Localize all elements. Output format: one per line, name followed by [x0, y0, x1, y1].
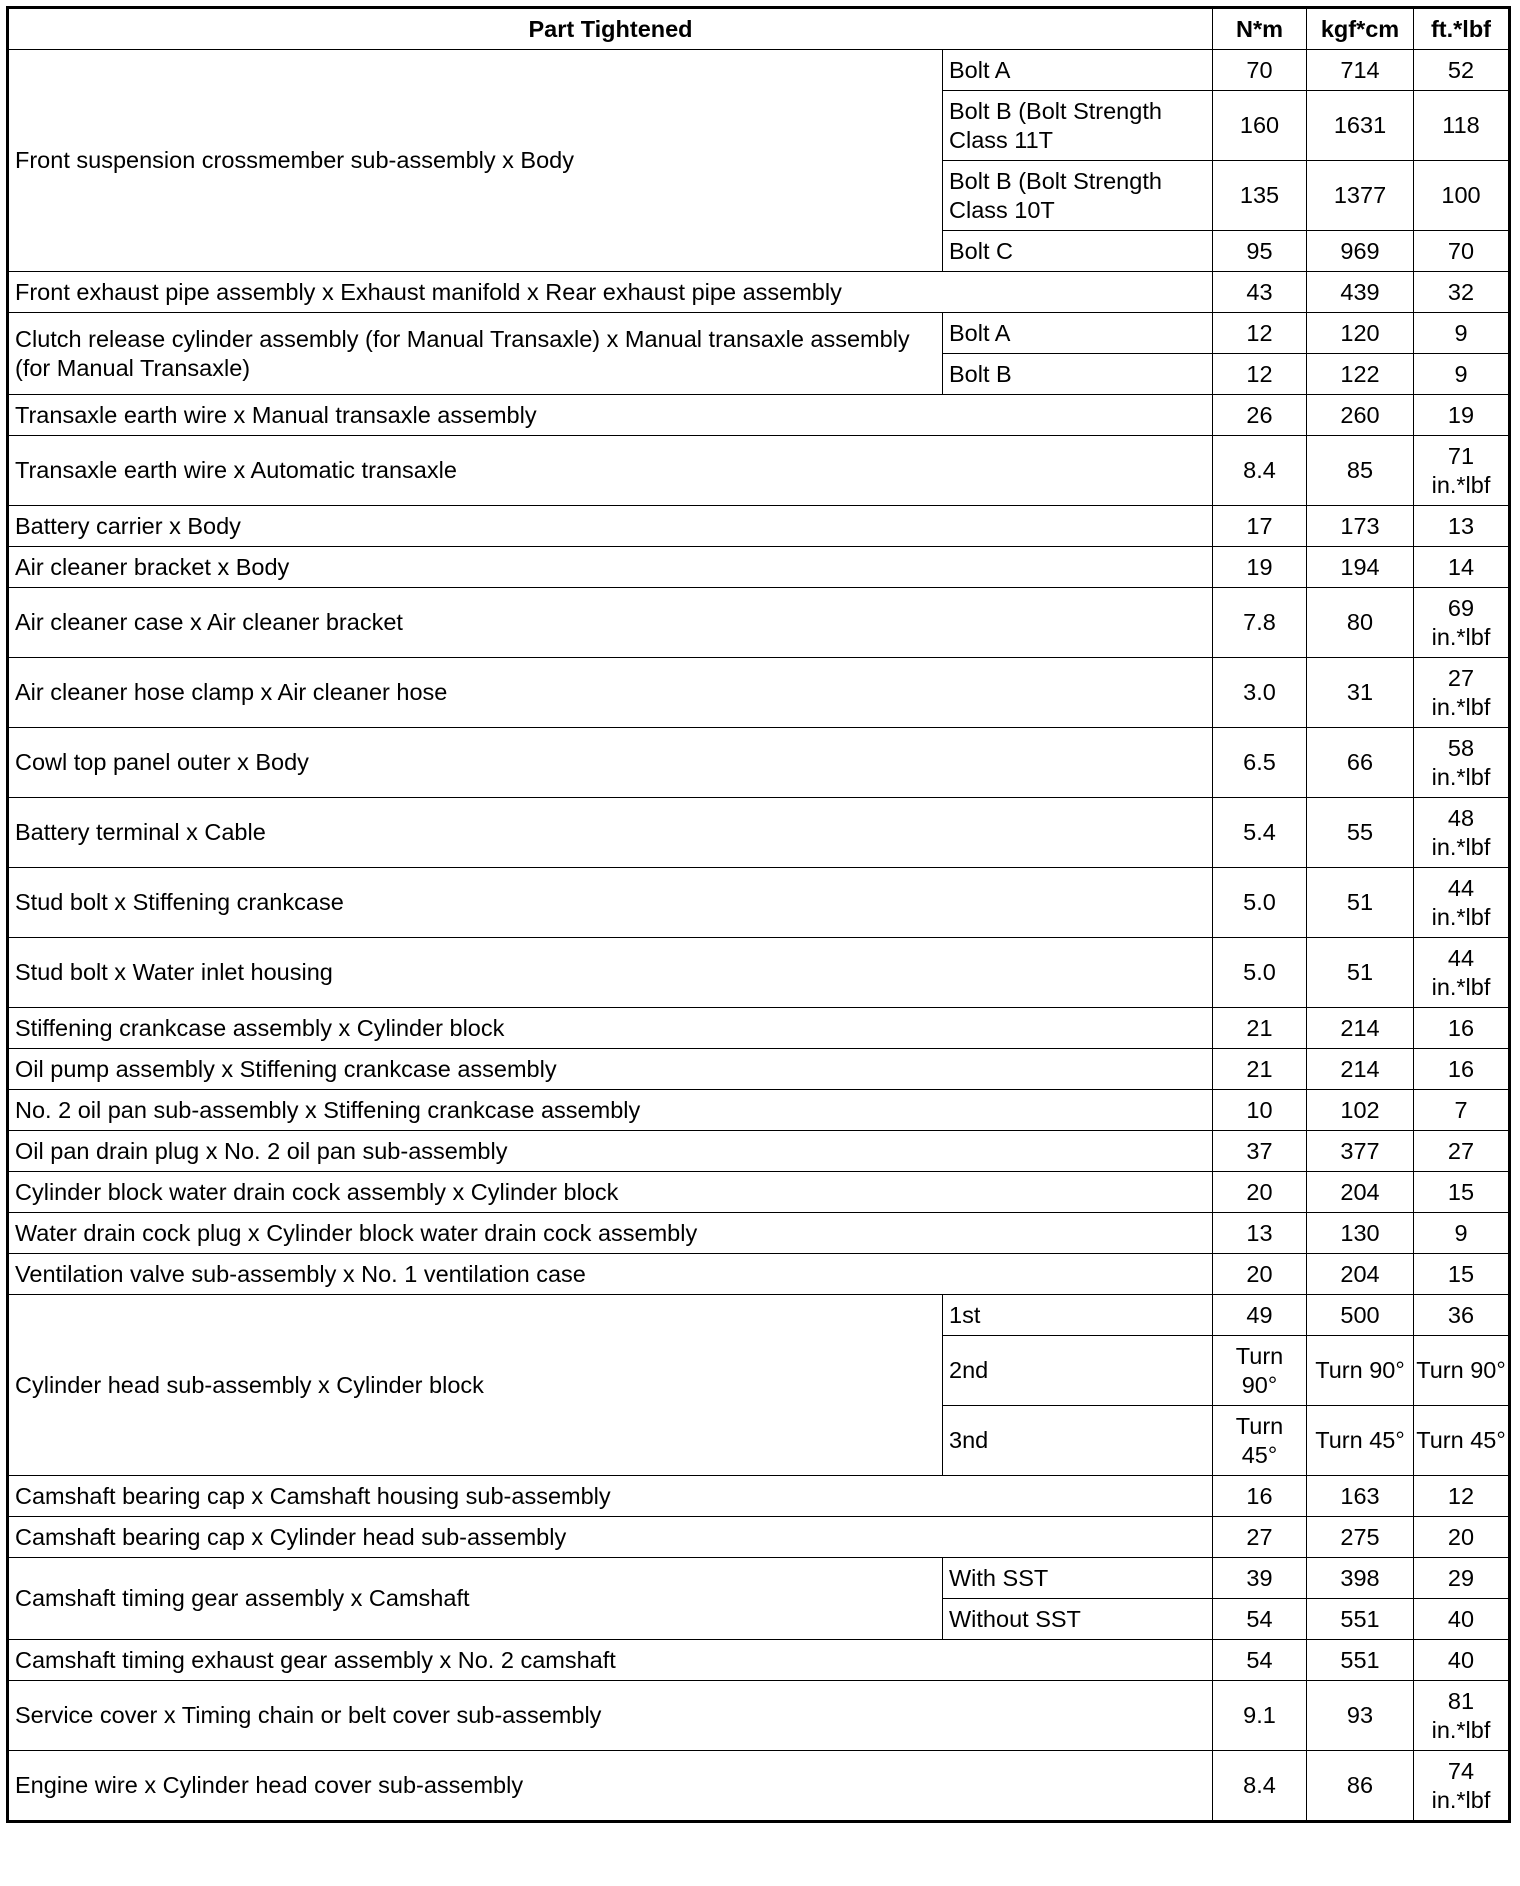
ft-cell: 44 in.*lbf: [1414, 938, 1510, 1008]
kgf-cell: 260: [1307, 395, 1414, 436]
ft-cell: 52: [1414, 50, 1510, 91]
nm-cell: 9.1: [1213, 1681, 1307, 1751]
part-cell: Transaxle earth wire x Manual transaxle assembly: [8, 395, 1213, 436]
table-row: [8, 938, 1510, 1008]
ft-cell: 32: [1414, 272, 1510, 313]
kgf-cell: 551: [1307, 1640, 1414, 1681]
kgf-cell: 163: [1307, 1476, 1414, 1517]
nm-cell: 6.5: [1213, 728, 1307, 798]
sub-cell: 3nd: [943, 1406, 1213, 1476]
nm-cell: 26: [1213, 395, 1307, 436]
kgf-cell: 120: [1307, 313, 1414, 354]
part-cell: Transaxle earth wire x Automatic transaxle: [8, 436, 1213, 506]
nm-cell: 39: [1213, 1558, 1307, 1599]
kgf-cell: 398: [1307, 1558, 1414, 1599]
table-row: [8, 1049, 1510, 1090]
sub-cell: Bolt A: [943, 50, 1213, 91]
part-cell: Stud bolt x Water inlet housing: [8, 938, 1213, 1008]
part-cell: Camshaft bearing cap x Cylinder head sub-assembly: [8, 1517, 1213, 1558]
nm-cell: 8.4: [1213, 436, 1307, 506]
nm-cell: 12: [1213, 313, 1307, 354]
table-row: [8, 1213, 1510, 1254]
nm-cell: 5.0: [1213, 868, 1307, 938]
nm-cell: 21: [1213, 1049, 1307, 1090]
ft-cell: 40: [1414, 1599, 1510, 1640]
nm-cell: Turn 45°: [1213, 1406, 1307, 1476]
table-row: [8, 868, 1510, 938]
kgf-cell: 173: [1307, 506, 1414, 547]
kgf-cell: 714: [1307, 50, 1414, 91]
ft-cell: 9: [1414, 1213, 1510, 1254]
ft-cell: 29: [1414, 1558, 1510, 1599]
sub-cell: Bolt B (Bolt Strength Class 11T: [943, 91, 1213, 161]
nm-cell: 5.4: [1213, 798, 1307, 868]
ft-cell: 58 in.*lbf: [1414, 728, 1510, 798]
part-cell: Clutch release cylinder assembly (for Manual Transaxle) x Manual transaxle assembly (for Manual Transaxle): [8, 313, 943, 395]
sub-cell: Bolt B (Bolt Strength Class 10T: [943, 161, 1213, 231]
part-cell: Stud bolt x Stiffening crankcase: [8, 868, 1213, 938]
ft-cell: 48 in.*lbf: [1414, 798, 1510, 868]
ft-cell: Turn 90°: [1414, 1336, 1510, 1406]
ft-cell: 44 in.*lbf: [1414, 868, 1510, 938]
table-row: [8, 547, 1510, 588]
kgf-cell: 969: [1307, 231, 1414, 272]
kgf-cell: 80: [1307, 588, 1414, 658]
table-row: [8, 436, 1510, 506]
kgf-cell: 551: [1307, 1599, 1414, 1640]
nm-cell: 20: [1213, 1172, 1307, 1213]
kgf-cell: 194: [1307, 547, 1414, 588]
nm-cell: 3.0: [1213, 658, 1307, 728]
part-cell: Water drain cock plug x Cylinder block water drain cock assembly: [8, 1213, 1213, 1254]
nm-cell: 37: [1213, 1131, 1307, 1172]
nm-cell: 13: [1213, 1213, 1307, 1254]
kgf-cell: 275: [1307, 1517, 1414, 1558]
sub-cell: Without SST: [943, 1599, 1213, 1640]
nm-cell: 70: [1213, 50, 1307, 91]
ft-cell: 15: [1414, 1254, 1510, 1295]
table-row: [8, 1131, 1510, 1172]
nm-cell: 16: [1213, 1476, 1307, 1517]
nm-cell: 7.8: [1213, 588, 1307, 658]
ft-cell: 100: [1414, 161, 1510, 231]
ft-cell: 27: [1414, 1131, 1510, 1172]
table-row: [8, 395, 1510, 436]
part-cell: Air cleaner case x Air cleaner bracket: [8, 588, 1213, 658]
kgf-cell: 377: [1307, 1131, 1414, 1172]
kgf-cell: 51: [1307, 868, 1414, 938]
ft-cell: 70: [1414, 231, 1510, 272]
kgf-cell: 122: [1307, 354, 1414, 395]
ft-cell: 16: [1414, 1049, 1510, 1090]
header-part-tightened: Part Tightened: [8, 8, 1213, 50]
sub-cell: 1st: [943, 1295, 1213, 1336]
ft-cell: 9: [1414, 354, 1510, 395]
kgf-cell: 130: [1307, 1213, 1414, 1254]
nm-cell: 49: [1213, 1295, 1307, 1336]
nm-cell: 10: [1213, 1090, 1307, 1131]
table-row: [8, 728, 1510, 798]
table-row: [8, 1090, 1510, 1131]
ft-cell: Turn 45°: [1414, 1406, 1510, 1476]
table-row: [8, 1172, 1510, 1213]
nm-cell: Turn 90°: [1213, 1336, 1307, 1406]
part-cell: No. 2 oil pan sub-assembly x Stiffening crankcase assembly: [8, 1090, 1213, 1131]
table-row: [8, 1295, 1510, 1336]
kgf-cell: 51: [1307, 938, 1414, 1008]
table-row: [8, 1517, 1510, 1558]
nm-cell: 19: [1213, 547, 1307, 588]
nm-cell: 20: [1213, 1254, 1307, 1295]
ft-cell: 14: [1414, 547, 1510, 588]
kgf-cell: 500: [1307, 1295, 1414, 1336]
table-row: [8, 1008, 1510, 1049]
ft-cell: 69 in.*lbf: [1414, 588, 1510, 658]
table-row: [8, 50, 1510, 91]
ft-cell: 20: [1414, 1517, 1510, 1558]
kgf-cell: 214: [1307, 1008, 1414, 1049]
part-cell: Front suspension crossmember sub-assembly x Body: [8, 50, 943, 272]
part-cell: Engine wire x Cylinder head cover sub-assembly: [8, 1751, 1213, 1822]
kgf-cell: Turn 45°: [1307, 1406, 1414, 1476]
kgf-cell: 102: [1307, 1090, 1414, 1131]
table-row: [8, 1681, 1510, 1751]
nm-cell: 135: [1213, 161, 1307, 231]
kgf-cell: 85: [1307, 436, 1414, 506]
part-cell: Camshaft timing exhaust gear assembly x No. 2 camshaft: [8, 1640, 1213, 1681]
header-nm: N*m: [1213, 8, 1307, 50]
table-row: [8, 1476, 1510, 1517]
part-cell: Service cover x Timing chain or belt cover sub-assembly: [8, 1681, 1213, 1751]
part-cell: Cylinder block water drain cock assembly x Cylinder block: [8, 1172, 1213, 1213]
header-row: [8, 8, 1510, 50]
ft-cell: 71 in.*lbf: [1414, 436, 1510, 506]
ft-cell: 7: [1414, 1090, 1510, 1131]
ft-cell: 13: [1414, 506, 1510, 547]
kgf-cell: 204: [1307, 1254, 1414, 1295]
table-row: [8, 272, 1510, 313]
table-row: [8, 658, 1510, 728]
part-cell: Air cleaner bracket x Body: [8, 547, 1213, 588]
table-row: [8, 1640, 1510, 1681]
part-cell: Battery terminal x Cable: [8, 798, 1213, 868]
ft-cell: 16: [1414, 1008, 1510, 1049]
kgf-cell: 214: [1307, 1049, 1414, 1090]
table-row: [8, 798, 1510, 868]
nm-cell: 8.4: [1213, 1751, 1307, 1822]
table-row: [8, 1558, 1510, 1599]
nm-cell: 54: [1213, 1599, 1307, 1640]
ft-cell: 19: [1414, 395, 1510, 436]
ft-cell: 9: [1414, 313, 1510, 354]
sub-cell: Bolt B: [943, 354, 1213, 395]
table-row: [8, 588, 1510, 658]
sub-cell: With SST: [943, 1558, 1213, 1599]
nm-cell: 95: [1213, 231, 1307, 272]
part-cell: Oil pump assembly x Stiffening crankcase assembly: [8, 1049, 1213, 1090]
part-cell: Camshaft bearing cap x Camshaft housing sub-assembly: [8, 1476, 1213, 1517]
part-cell: Ventilation valve sub-assembly x No. 1 ventilation case: [8, 1254, 1213, 1295]
kgf-cell: 93: [1307, 1681, 1414, 1751]
nm-cell: 27: [1213, 1517, 1307, 1558]
ft-cell: 15: [1414, 1172, 1510, 1213]
kgf-cell: 439: [1307, 272, 1414, 313]
sub-cell: Bolt A: [943, 313, 1213, 354]
ft-cell: 81 in.*lbf: [1414, 1681, 1510, 1751]
nm-cell: 43: [1213, 272, 1307, 313]
nm-cell: 5.0: [1213, 938, 1307, 1008]
part-cell: Stiffening crankcase assembly x Cylinder block: [8, 1008, 1213, 1049]
kgf-cell: 204: [1307, 1172, 1414, 1213]
ft-cell: 12: [1414, 1476, 1510, 1517]
part-cell: Front exhaust pipe assembly x Exhaust manifold x Rear exhaust pipe assembly: [8, 272, 1213, 313]
part-cell: Cowl top panel outer x Body: [8, 728, 1213, 798]
table-row: [8, 313, 1510, 354]
nm-cell: 12: [1213, 354, 1307, 395]
nm-cell: 21: [1213, 1008, 1307, 1049]
kgf-cell: 31: [1307, 658, 1414, 728]
header-ft-lbf: ft.*lbf: [1414, 8, 1510, 50]
header-kgf-cm: kgf*cm: [1307, 8, 1414, 50]
kgf-cell: 55: [1307, 798, 1414, 868]
nm-cell: 54: [1213, 1640, 1307, 1681]
ft-cell: 36: [1414, 1295, 1510, 1336]
torque-specification-table: [6, 6, 1511, 1823]
sub-cell: 2nd: [943, 1336, 1213, 1406]
kgf-cell: 86: [1307, 1751, 1414, 1822]
table-row: [8, 1751, 1510, 1822]
kgf-cell: 66: [1307, 728, 1414, 798]
ft-cell: 40: [1414, 1640, 1510, 1681]
part-cell: Air cleaner hose clamp x Air cleaner hose: [8, 658, 1213, 728]
sub-cell: Bolt C: [943, 231, 1213, 272]
nm-cell: 17: [1213, 506, 1307, 547]
kgf-cell: 1377: [1307, 161, 1414, 231]
ft-cell: 27 in.*lbf: [1414, 658, 1510, 728]
ft-cell: 74 in.*lbf: [1414, 1751, 1510, 1822]
kgf-cell: 1631: [1307, 91, 1414, 161]
table-row: [8, 506, 1510, 547]
table-row: [8, 1254, 1510, 1295]
ft-cell: 118: [1414, 91, 1510, 161]
part-cell: Cylinder head sub-assembly x Cylinder block: [8, 1295, 943, 1476]
nm-cell: 160: [1213, 91, 1307, 161]
kgf-cell: Turn 90°: [1307, 1336, 1414, 1406]
part-cell: Battery carrier x Body: [8, 506, 1213, 547]
part-cell: Oil pan drain plug x No. 2 oil pan sub-assembly: [8, 1131, 1213, 1172]
part-cell: Camshaft timing gear assembly x Camshaft: [8, 1558, 943, 1640]
